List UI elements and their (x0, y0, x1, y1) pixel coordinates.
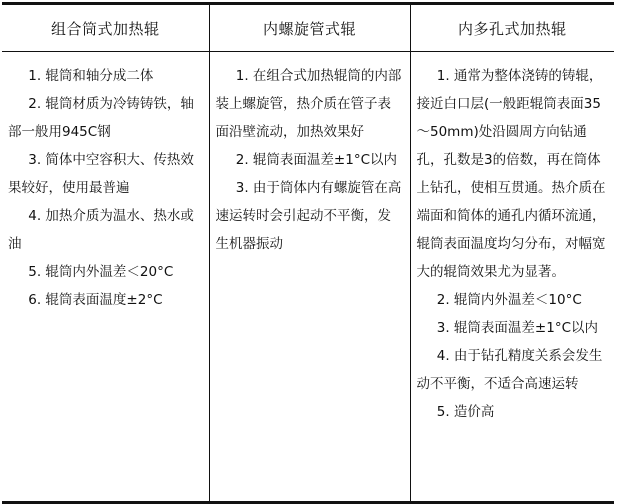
list-item: 2. 辊筒内外温差＜10°C (436, 292, 582, 308)
table-header-row (2, 4, 614, 52)
column-assembled-cylinder-roll (2, 52, 209, 503)
list-item: 1. 在组合式加热辊筒的内部装上螺旋管，热介质在管子表面沿壁流动，加热效果好 (215, 68, 402, 140)
column-inner-multi-hole-roll (410, 52, 614, 503)
list-item: 2. 辊筒材质为冷铸铸铁，轴部一般用945C钢 (8, 96, 194, 140)
column-inner-spiral-tube-roll (209, 52, 410, 503)
list-item: 6. 辊筒表面温度±2°C (28, 292, 163, 308)
table-row (2, 52, 614, 503)
list-item: 4. 加热介质为温水、热水或油 (8, 208, 194, 252)
header-inner-spiral-tube-roll: 内螺旋管式辊 (209, 4, 410, 52)
heated-roll-comparison-table (2, 2, 614, 504)
header-assembled-cylinder-roll: 组合筒式加热辊 (2, 4, 209, 52)
list-item: 3. 由于筒体内有螺旋管在高速运转时会引起动不平衡，发生机器振动 (215, 180, 402, 252)
list-item: 5. 辊筒内外温差＜20°C (28, 264, 174, 280)
list-item: 1. 通常为整体浇铸的铸辊，接近白口层(一般距辊筒表面35～50mm)处沿圆周方向钻通孔，孔数是3的倍数，再在筒体上钻孔，使相互贯通。热介质在端面和简体的通孔内循环流通，辊筒表面温度均匀分布，对幅宽大的辊筒效果尤为显著。 (416, 68, 606, 280)
list-item: 5. 造价高 (436, 404, 495, 420)
header-inner-multi-hole-roll: 内多孔式加热辊 (410, 4, 614, 52)
list-item: 3. 辊筒表面温差±1°C以内 (436, 320, 598, 336)
list-item: 1. 辊筒和轴分成二体 (28, 68, 154, 84)
list-item: 4. 由于钻孔精度关系会发生动不平衡，不适合高速运转 (416, 348, 603, 392)
list-item: 3. 简体中空容积大、传热效果较好，使用最普遍 (8, 152, 194, 196)
list-item: 2. 辊筒表面温差±1°C以内 (235, 152, 397, 168)
